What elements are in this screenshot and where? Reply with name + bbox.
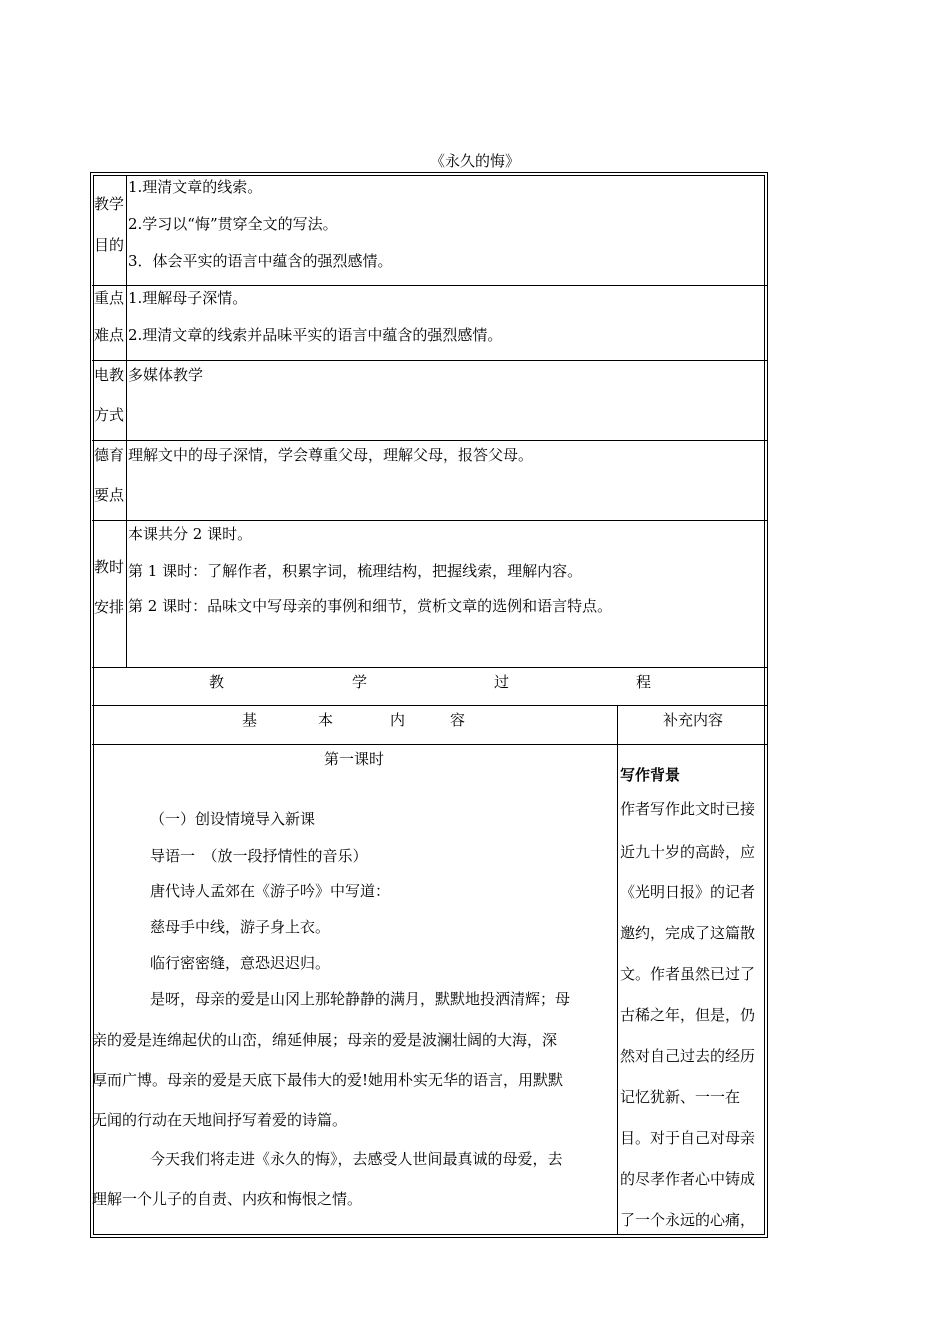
schedule-label-line-1: 教时 bbox=[93, 558, 124, 576]
schedule-item-1: 本课共分 2 课时。 bbox=[128, 525, 253, 543]
side-line-5: 文。作者虽然已过了 bbox=[620, 965, 756, 983]
poem-intro: 唐代诗人孟郊在《游子吟》中写道： bbox=[150, 882, 391, 900]
side-line-6: 古稀之年，但是，仍 bbox=[620, 1006, 756, 1024]
side-line-4: 邀约，完成了这篇散 bbox=[620, 924, 756, 942]
supplement-header: 补充内容 bbox=[662, 711, 723, 729]
row-border bbox=[92, 705, 767, 706]
row-border bbox=[92, 285, 767, 286]
moral-item-1: 理解文中的母子深情，学会尊重父母，理解父母，报答父母。 bbox=[128, 446, 534, 464]
process-header-char-3: 过 bbox=[494, 673, 510, 691]
row-border bbox=[92, 744, 767, 745]
supplement-column-border bbox=[617, 705, 618, 1235]
schedule-label-line-2: 安排 bbox=[93, 598, 124, 616]
para2-line-1: 今天我们将走进《永久的悔》，去感受人世间最真诚的母爱，去 bbox=[150, 1150, 563, 1168]
side-line-1: 作者写作此文时已接 bbox=[620, 800, 756, 818]
key-points-item-1: 1.理解母子深情。 bbox=[128, 289, 248, 307]
key-points-label-line-2: 难点 bbox=[93, 326, 124, 344]
side-line-8: 记忆犹新、一一在 bbox=[620, 1088, 741, 1106]
goals-label-line-2: 目的 bbox=[93, 236, 124, 254]
side-line-11: 了一个永远的心痛， bbox=[620, 1211, 756, 1229]
moral-label-line-1: 德育 bbox=[93, 446, 124, 464]
row-border bbox=[92, 667, 767, 668]
label-column-border bbox=[126, 175, 127, 667]
intro-line: 导语一 （放一段抒情性的音乐） bbox=[150, 847, 368, 865]
process-header-char-4: 程 bbox=[636, 673, 652, 691]
content-header-char-4: 容 bbox=[450, 711, 466, 729]
side-line-2: 近九十岁的高龄，应 bbox=[620, 843, 756, 861]
goals-item-2: 2.学习以“悔”贯穿全文的写法。 bbox=[128, 215, 338, 233]
side-line-9: 目。对于自己对母亲 bbox=[620, 1129, 756, 1147]
goals-item-3: 3．体会平实的语言中蕴含的强烈感情。 bbox=[128, 252, 393, 270]
row-border bbox=[92, 360, 767, 361]
schedule-item-3: 第 2 课时：品味文中写母亲的事例和细节，赏析文章的选例和语言特点。 bbox=[128, 597, 613, 615]
media-item-1: 多媒体教学 bbox=[128, 366, 204, 384]
poem-line-2: 临行密密缝，意恐迟迟归。 bbox=[150, 954, 331, 972]
moral-label-line-2: 要点 bbox=[93, 486, 124, 504]
key-points-label-line-1: 重点 bbox=[93, 289, 124, 307]
para1-line-2: 亲的爱是连绵起伏的山峦，绵延伸展；母亲的爱是波澜壮阔的大海，深 bbox=[92, 1031, 558, 1049]
row-border bbox=[92, 440, 767, 441]
goals-label-line-1: 教学 bbox=[93, 195, 124, 213]
content-header-char-3: 内 bbox=[390, 711, 406, 729]
poem-line-1: 慈母手中线，游子身上衣。 bbox=[150, 918, 331, 936]
schedule-item-2: 第 1 课时：了解作者，积累字词，梳理结构，把握线索，理解内容。 bbox=[128, 562, 583, 580]
process-header-char-1: 教 bbox=[209, 673, 225, 691]
lesson-title: 第一课时 bbox=[323, 750, 384, 768]
section-heading: （一）创设情境导入新课 bbox=[150, 810, 316, 828]
key-points-item-2: 2.理清文章的线索并品味平实的语言中蕴含的强烈感情。 bbox=[128, 326, 503, 344]
row-border bbox=[92, 520, 767, 521]
document-title: 《永久的悔》 bbox=[429, 152, 520, 170]
content-header-char-1: 基 bbox=[242, 711, 258, 729]
side-line-7: 然对自己过去的经历 bbox=[620, 1047, 756, 1065]
para1-line-1: 是呀，母亲的爱是山冈上那轮静静的满月，默默地投洒清辉；母 bbox=[150, 990, 571, 1008]
para1-line-4: 无闻的行动在天地间抒写着爱的诗篇。 bbox=[92, 1111, 348, 1129]
side-line-10: 的尽孝作者心中铸成 bbox=[620, 1170, 756, 1188]
para2-line-2: 理解一个儿子的自责、内疚和悔恨之情。 bbox=[92, 1190, 363, 1208]
media-label-line-2: 方式 bbox=[93, 406, 124, 424]
side-line-3: 《光明日报》的记者 bbox=[620, 883, 756, 901]
content-header-char-2: 本 bbox=[318, 711, 334, 729]
goals-item-1: 1.理清文章的线索。 bbox=[128, 178, 263, 196]
para1-line-3: 厚而广博。母亲的爱是天底下最伟大的爱!她用朴实无华的语言，用默默 bbox=[92, 1071, 564, 1089]
process-header-char-2: 学 bbox=[352, 673, 368, 691]
side-heading: 写作背景 bbox=[620, 766, 681, 784]
media-label-line-1: 电教 bbox=[93, 366, 124, 384]
